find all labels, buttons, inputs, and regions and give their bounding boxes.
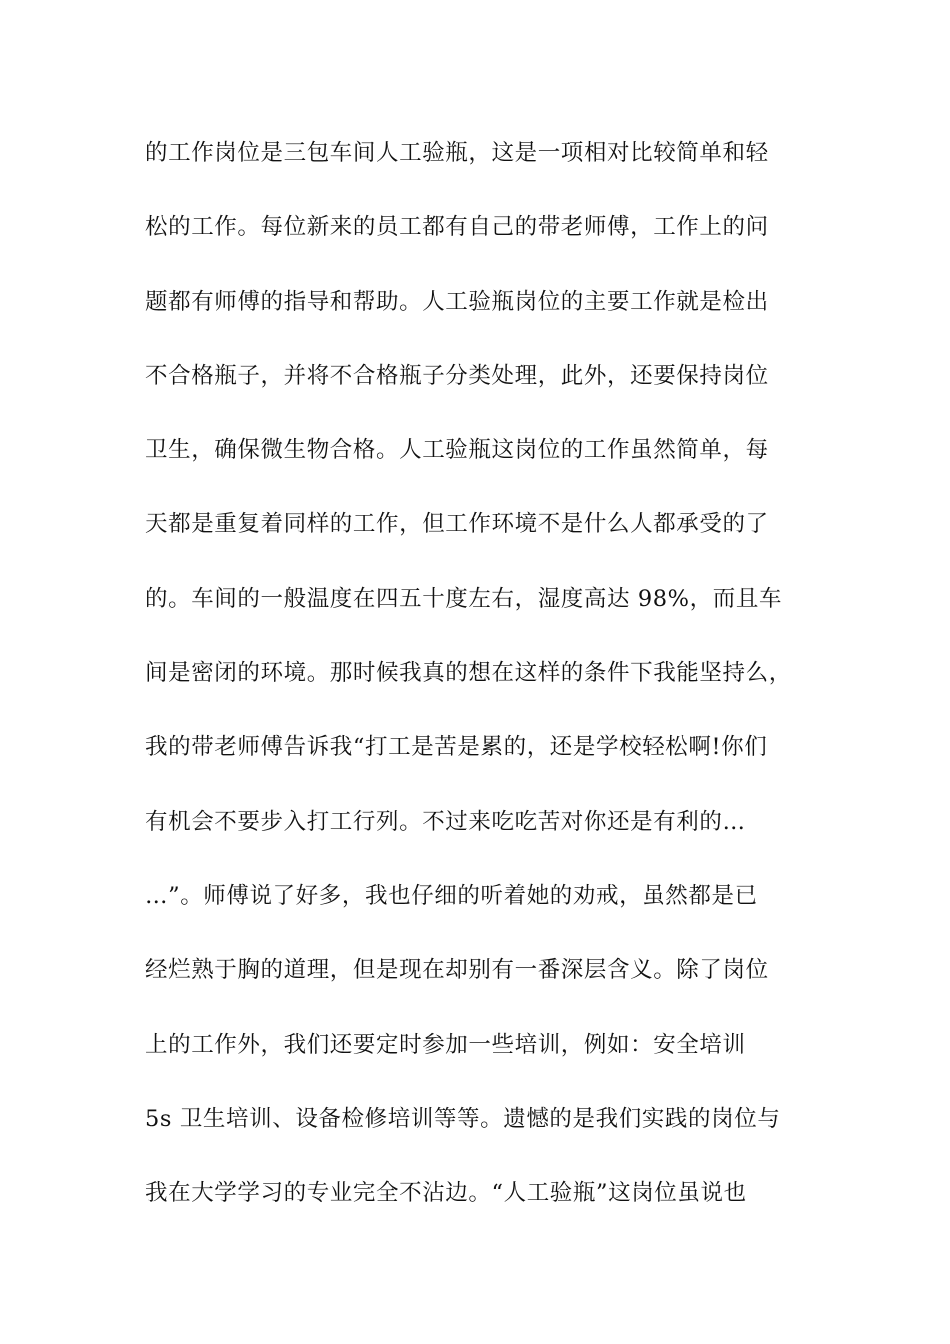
text-line: 天都是重复着同样的工作，但工作环境不是什么人都承受的了 (145, 511, 769, 538)
text-line: …”。师傅说了好多，我也仔细的听着她的劝戒，虽然都是已 (145, 882, 758, 909)
text-line: 我的带老师傅告诉我“打工是苦是累的，还是学校轻松啊!你们 (145, 734, 768, 761)
text-line: 题都有师傅的指导和帮助。人工验瓶岗位的主要工作就是检出 (145, 288, 769, 315)
text-line: 不合格瓶子，并将不合格瓶子分类处理，此外，还要保持岗位 (145, 362, 769, 389)
text-line: 上的工作外，我们还要定时参加一些培训，例如：安全培训 (145, 1031, 746, 1058)
text-line: 的。车间的一般温度在四五十度左右，湿度高达 98%，而且车 (145, 585, 783, 612)
text-line: 松的工作。每位新来的员工都有自己的带老师傅，工作上的问 (145, 214, 769, 241)
text-line: 的工作岗位是三包车间人工验瓶，这是一项相对比较简单和轻 (145, 140, 769, 166)
text-line: 5s 卫生培训、设备检修培训等等。遗憾的是我们实践的岗位与 (145, 1105, 781, 1132)
text-line: 卫生，确保微生物合格。人工验瓶这岗位的工作虽然简单，每 (145, 437, 769, 464)
text-line: 经烂熟于胸的道理，但是现在却别有一番深层含义。除了岗位 (145, 957, 769, 984)
text-line: 我在大学学习的专业完全不沾边。“人工验瓶”这岗位虽说也 (145, 1180, 747, 1207)
text-line: 间是密闭的环境。那时候我真的想在这样的条件下我能坚持么， (145, 660, 792, 687)
body-text (145, 129, 825, 1243)
text-line: 有机会不要步入打工行列。不过来吃吃苦对你还是有利的… (145, 808, 746, 835)
